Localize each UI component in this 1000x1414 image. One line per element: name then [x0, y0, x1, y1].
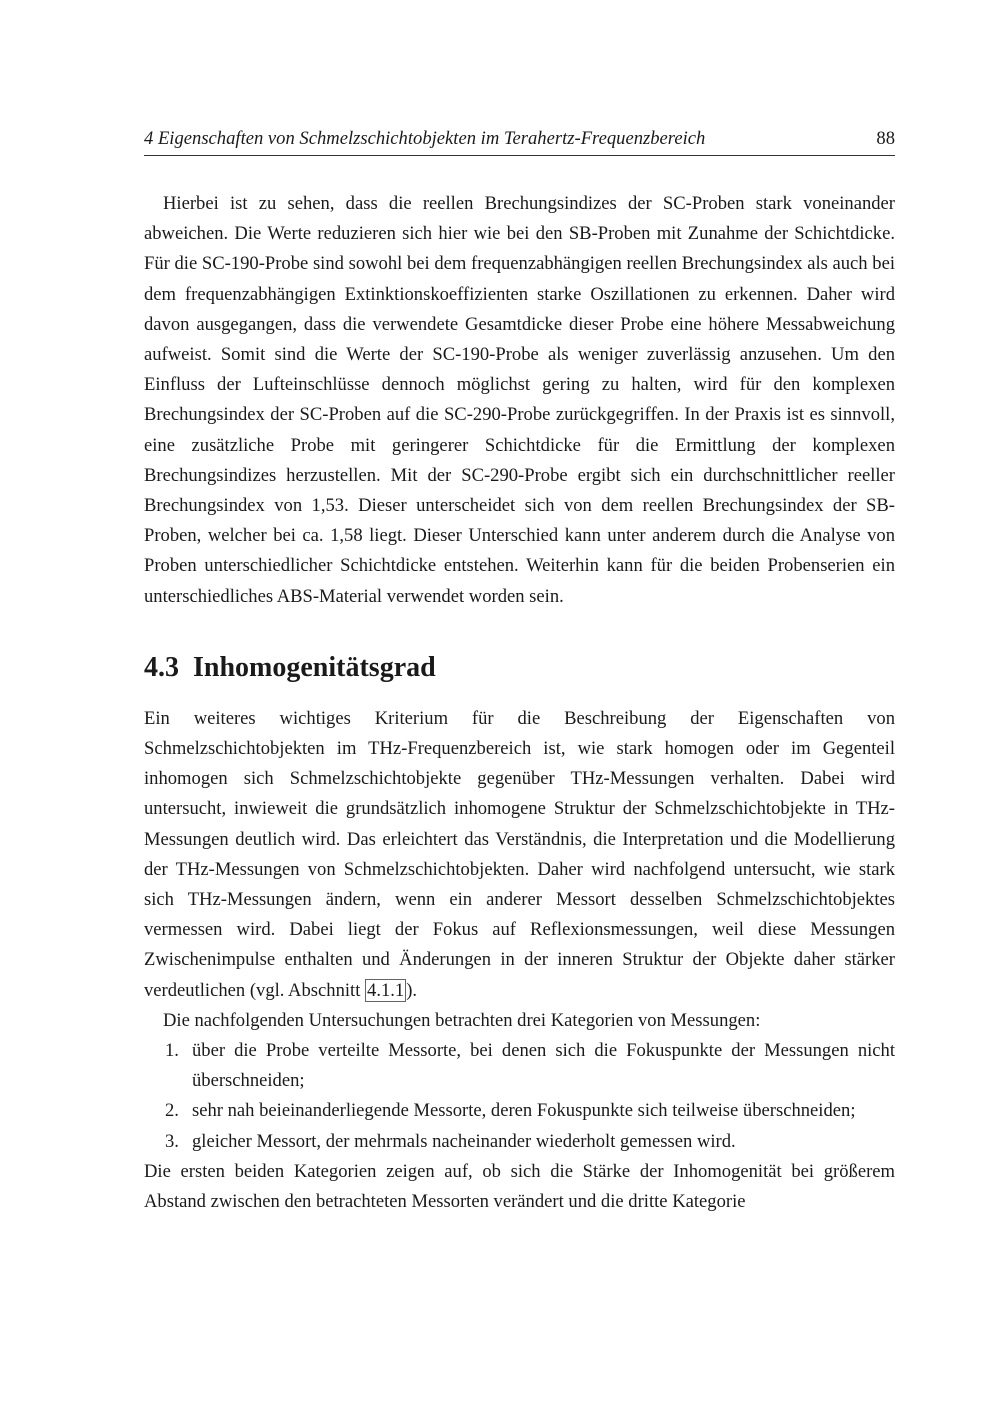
paragraph-text: Ein weiteres wichtiges Kriterium für die Beschreibung der Eigenschaften von Schmelzschichtobjekten im THz-Frequenzbereich ist, wie stark homogen oder im Gegenteil inhomogen sich Schmelzschichtobjekte gegenüber THz-Messungen verhalten. Dabei wird untersucht, inwieweit die grundsätzlich inhomogene Struktur der Schmelzschichtobjekte in THz-Messungen deutlich wird. Das erleichtert das Verständnis, die Interpretation und die Modellierung der THz-Messungen von Schmelzschichtobjekten. Daher wird nachfolgend untersucht, wie stark sich THz-Messungen ändern, wenn ein anderer Messort desselben Schmelzschichtobjektes vermessen wird. Dabei liegt der Fokus auf Reflexionsmessungen, weil diese Messungen Zwischenimpulse enthalten und Änderungen in der inneren Struktur der Objekte daher stärker verdeutlichen (vgl. Abschnitt [144, 707, 895, 1001]
paragraph-kategorien-intro: Die nachfolgenden Untersuchungen betrachten drei Kategorien von Messungen: [163, 1009, 761, 1031]
section-heading [144, 651, 895, 685]
section-title: Inhomogenitätsgrad [193, 651, 436, 683]
list-item-text: über die Probe verteilte Messorte, bei denen sich die Fokuspunkte der Messungen nicht überschneiden; [192, 1040, 895, 1092]
page-number: 88 [876, 128, 895, 149]
paragraph-kategorien-erlaeuterung: Die ersten beiden Kategorien zeigen auf, ob sich die Stärke der Inhomogenität bei größerem Abstand zwischen den betrachteten Messorten verändert und die dritte Kategorie [144, 1160, 895, 1213]
paragraph-inhomogenitaet [144, 704, 895, 1006]
paragraph-brechungsindizes: Hierbei ist zu sehen, dass die reellen Brechungsindizes der SC-Proben stark voneinander abweichen. Die Werte reduzieren sich hier wie bei den SB-Proben mit Zunahme der Schichtdicke. Für die SC-190-Probe sind sowohl bei dem frequenzabhängigen reellen Brechungsindex als auch bei dem frequenzabhängigen Extinktionskoeffizienten starke Oszillationen zu erkennen. Daher wird davon ausgegangen, dass die verwendete Gesamtdicke dieser Probe eine höhere Messabweichung aufweist. Somit sind die Werte der SC-190-Probe als weniger zuverlässig anzusehen. Um den Einfluss der Lufteinschlüsse dennoch möglichst gering zu halten, wird für den komplexen Brechungsindex der SC-Proben auf die SC-290-Probe zurückgegriffen. In der Praxis ist es sinnvoll, eine zusätzliche Probe mit geringerer Schichtdicke für die Ermittlung der komplexen Brechungsindizes herzustellen. Mit der SC-290-Probe ergibt sich ein durchschnittlicher reeller Brechungsindex von 1,53. Dieser unterscheidet sich von dem reellen Brechungsindex der SB-Proben, welcher bei ca. 1,58 liegt. Dieser Unterschied kann unter anderem durch die Analyse von Proben unterschiedlicher Schichtdicke entstehen. Weiterhin kann für die beiden Probenserien ein unterschiedliches ABS-Material verwendet worden sein. [144, 193, 895, 607]
list-marker: 3. [165, 1130, 179, 1152]
paragraph-text-end: ). [406, 979, 418, 1001]
category-list [144, 1036, 895, 1157]
list-item [144, 1127, 895, 1157]
section-reference-link[interactable]: 4.1.1 [367, 979, 405, 1001]
chapter-title: 4 Eigenschaften von Schmelzschichtobjekten im Terahertz-Frequenzbereich [144, 128, 706, 149]
list-item [144, 1096, 895, 1126]
list-item [144, 1036, 895, 1096]
section-number: 4.3 [144, 651, 179, 683]
list-item-text: sehr nah beieinanderliegende Messorte, deren Fokuspunkte sich teilweise überschneiden; [192, 1100, 856, 1122]
running-header [144, 125, 895, 156]
list-marker: 1. [165, 1040, 179, 1062]
list-item-text: gleicher Messort, der mehrmals nacheinander wiederholt gemessen wird. [192, 1130, 736, 1152]
list-marker: 2. [165, 1100, 179, 1122]
page-body [144, 189, 895, 1217]
